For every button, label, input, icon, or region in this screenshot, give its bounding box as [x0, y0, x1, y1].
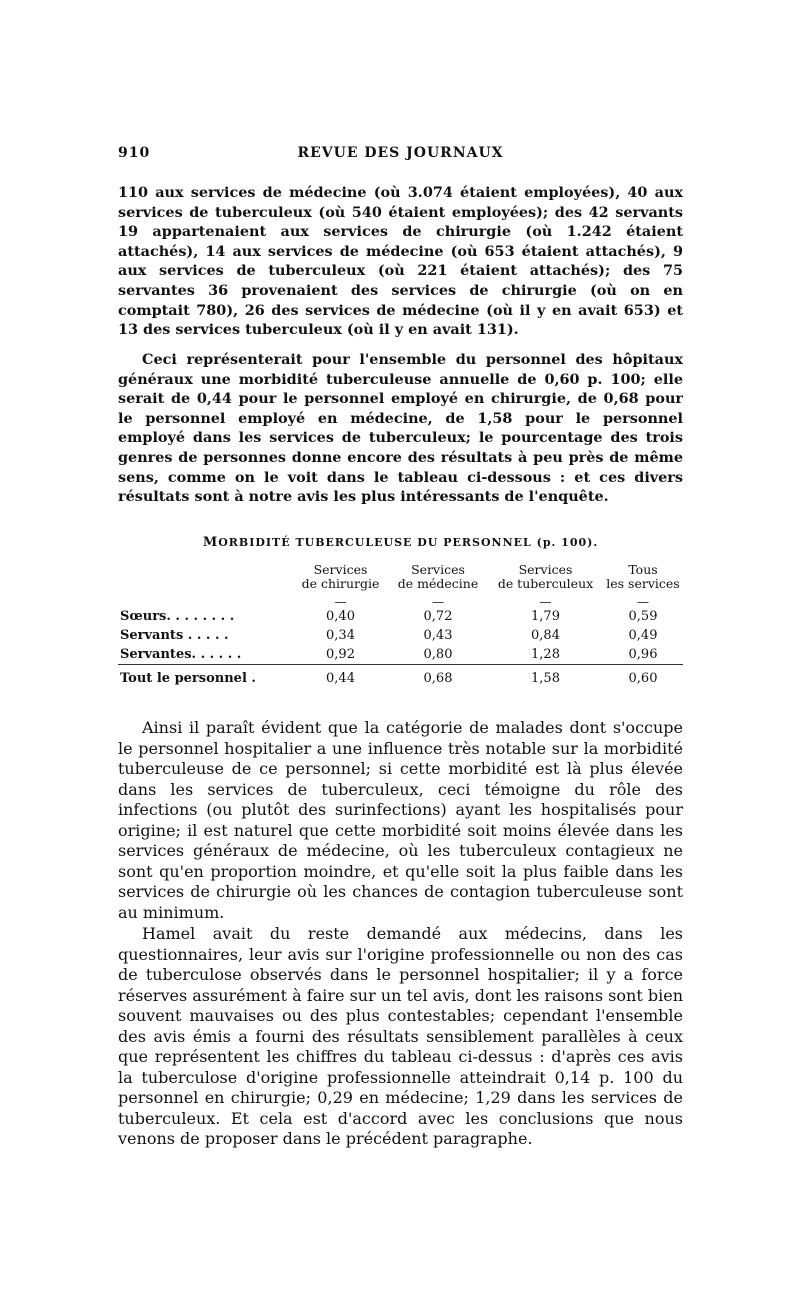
table-caption-initial: M: [202, 535, 219, 550]
table-cell: 0,44: [293, 665, 388, 694]
paragraph-staff-counts: 110 aux services de médecine (où 3.074 étaient employées), 40 aux services de tuberculeux (où 540 étaient employées); des 42 servants 19 appartenaient aux services de chirurgie (où 1.242 étaient attachés), 14 aux services de médecine (où 653 étaient attachés), 9 aux services de tuberculeux (où 221 étaient attachés); des 75 servantes 36 provenaient des services de chirurgie (où on en comptait 780), 26 des services de médecine (où il y en avait 653) et 13 des services tuberculeux (où il y en avait 131).: [118, 184, 683, 339]
row-label: Tout le personnel .: [118, 665, 293, 694]
table-row-soeurs: [118, 607, 683, 626]
table-cell: 1,28: [531, 647, 560, 662]
paragraph-hamel-questionnaire: Hamel avait du reste demandé aux médecins, dans les questionnaires, leur avis sur l'origine professionnelle ou non des cas de tuberculose observés dans le personnel hospitalier; il y a force réserves assurément à faire sur un tel avis, dont les raisons sont bien souvent mauvaises ou des plus contestables; cependant l'ensemble des avis émis a fourni des résultats sensiblement parallèles à ceux que représentent les chiffres du tableau ci-dessus : d'après ces avis la tuberculose d'origine professionnelle atteindrait 0,14 p. 100 du personnel en chirurgie; 0,29 en médecine; 1,29 dans les services de tuberculeux. Et cela est d'accord avec les conclusions que nous venons de proposer dans le précédent paragraphe.: [118, 924, 683, 1148]
table-row-servants: [118, 626, 683, 645]
row-label: Servants . . . . .: [120, 628, 229, 643]
table-cell: 0,43: [423, 628, 453, 643]
column-header-medicine: Services de médecine: [397, 562, 479, 591]
table-cell: 0,49: [628, 628, 658, 643]
paragraph-morbidity-summary: Ceci représenterait pour l'ensemble du personnel des hôpitaux généraux une morbidité tuberculeuse annuelle de 0,60 p. 100; elle serait de 0,44 pour le personnel employé en chirurgie, de 0,68 pour le personnel employé en médecine, de 1,58 pour le personnel employé dans les services de tuberculeux; le pourcentage des trois genres de personnes donne encore des résultats à peu près de même sens, comme on le voit dans le tableau ci-dessous : et ces divers résultats sont à notre avis les plus intéressants de l'enquête.: [118, 351, 683, 506]
table-cell: 1,58: [488, 665, 603, 694]
dash-row: — — — —: [334, 595, 649, 609]
column-header-surgery: Services de chirurgie: [301, 562, 380, 591]
column-header-all-services: Tous les services: [606, 562, 680, 591]
table-cell: 0,68: [388, 665, 488, 694]
page-number: 910: [118, 145, 151, 161]
table-cell: 0,80: [423, 647, 453, 662]
journal-title: REVUE DES JOURNAUX: [297, 145, 504, 161]
morbidity-table: [118, 563, 683, 693]
column-header-tuberculosis: Services de tuberculeux: [497, 562, 594, 591]
table-cell: 0,34: [326, 628, 355, 643]
table-cell: 0,40: [326, 609, 355, 624]
table-cell: 0,84: [531, 628, 560, 643]
table-cell: 0,60: [603, 665, 683, 694]
table-cell: 0,59: [628, 609, 658, 624]
table-cell: 0,92: [326, 647, 355, 662]
table-header-empty: [118, 563, 293, 597]
table-cell: 0,96: [628, 647, 658, 662]
table-caption-text: ORBIDITÉ TUBERCULEUSE DU PERSONNEL (p. 100).: [218, 536, 599, 549]
table-cell: 0,72: [423, 609, 453, 624]
row-label: Servantes. . . . . .: [120, 647, 242, 662]
table-row-total: [118, 665, 683, 694]
table-cell: 1,79: [531, 609, 560, 624]
table-caption: [118, 535, 683, 550]
row-label: Sœurs. . . . . . . .: [120, 609, 235, 624]
table-row-servantes: [118, 645, 683, 665]
running-head: [118, 145, 683, 165]
paragraph-conclusion: Ainsi il paraît évident que la catégorie de malades dont s'occupe le personnel hospitalier a une influence très notable sur la morbidité tuberculeuse de ce personnel; si cette morbidité est là plus élevée dans les services de tuberculeux, ceci témoigne du rôle des infections (ou plutôt des surinfections) ayant les hospitalisés pour origine; il est naturel que cette morbidité soit moins élevée dans les services généraux de médecine, où les tuberculeux contagieux ne sont qu'en proportion moindre, et qu'elle soit la plus faible dans les services de chirurgie où les chances de contagion tuberculeuse sont au minimum.: [118, 718, 683, 922]
